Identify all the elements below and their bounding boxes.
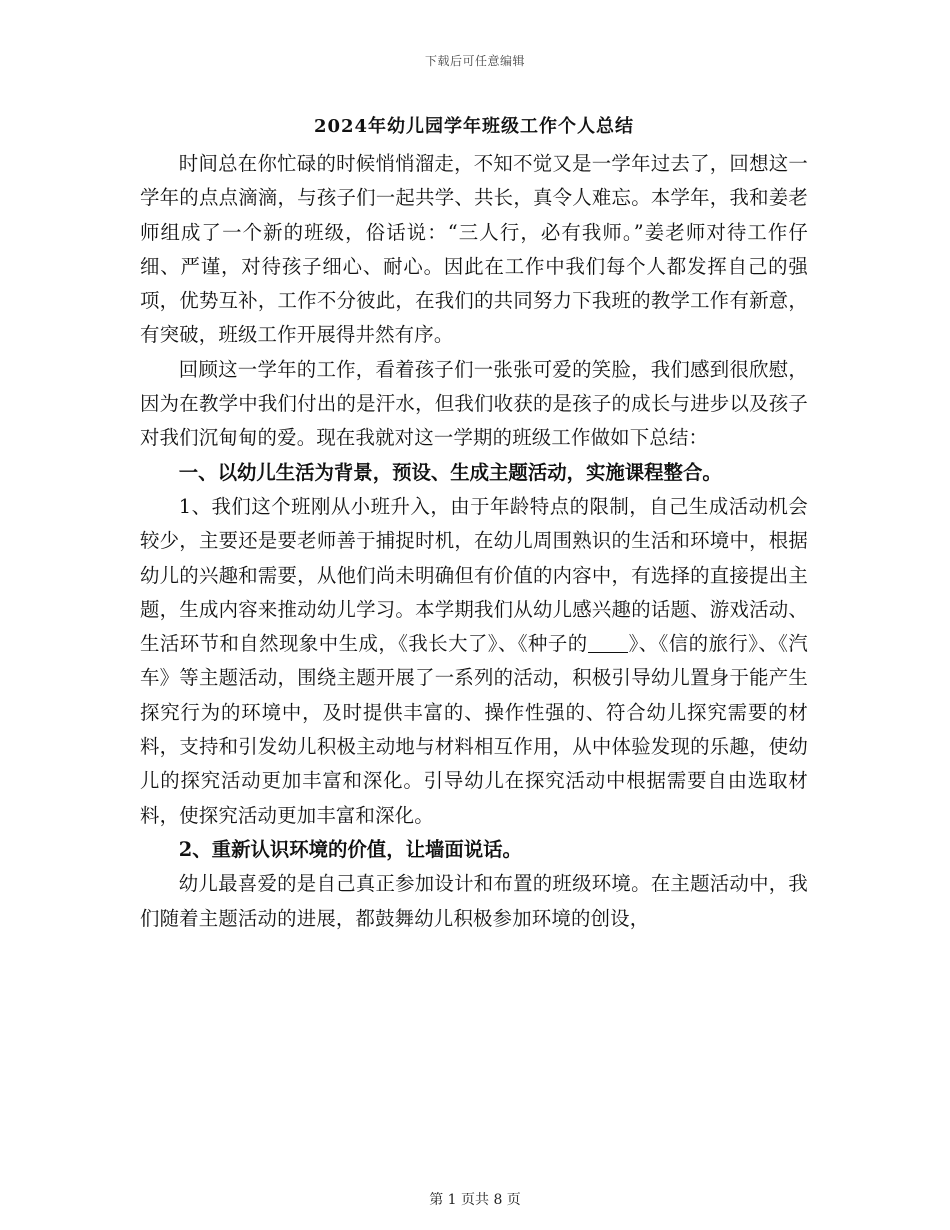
page-footer: 第 1 页共 8 页 <box>429 1192 521 1208</box>
paragraph-themes <box>140 490 808 833</box>
section-heading-1: 一、以幼儿生活为背景，预设、生成主题活动，实施课程整合。 <box>178 460 722 484</box>
section-heading-2: 2、重新认识环境的价值，让墙面说话。 <box>178 837 522 861</box>
paragraph-themes-part-b: 》、《信的旅行》、《汽车》等主题活动，围绕主题开展了一系列的活动，积极引导幼儿置身于能产生探究行为的环境中，及时提供丰富的、操作性强的、符合幼儿探究需要的材料，支持和引发幼儿积极主动地与材料相互作用，从中体验发现的乐趣，使幼儿的探究活动更加丰富和深化。引导幼儿在探究活动中根据需要自由选取材料，使探究活动更加丰富和深化。 <box>140 632 808 827</box>
paragraph-environment: 幼儿最喜爱的是自己真正参加设计和布置的班级环境。在主题活动中，我们随着主题活动的进展，都鼓舞幼儿积极参加环境的创设， <box>140 872 808 930</box>
document-page <box>140 112 808 936</box>
document-title: 2024年幼儿园学年班级工作个人总结 <box>313 116 635 137</box>
paragraph-themes-part-a: 1、我们这个班刚从小班升入，由于年龄特点的限制，自己生成活动机会较少，主要还是要老师善于捕捉时机，在幼儿周围熟识的生活和环境中，根据幼儿的兴趣和需要，从他们尚未明确但有价值的内容中，有选择的直接提出主题，生成内容来推动幼儿学习。本学期我们从幼儿感兴趣的话题、游戏活动、生活环节和自然现象中生成，《我长大了》、《种子的 <box>140 494 808 656</box>
paragraph-review: 回顾这一学年的工作，看着孩子们一张张可爱的笑脸，我们感到很欣慰，因为在教学中我们付出的是汗水，但我们收获的是孩子的成长与进步以及孩子对我们沉甸甸的爱。现在我就对这一学期的班级工作做如下总结： <box>140 357 808 450</box>
paragraph-intro: 时间总在你忙碌的时候悄悄溜走，不知不觉又是一学年过去了，回想这一学年的点点滴滴，与孩子们一起共学、共长，真令人难忘。本学年，我和姜老师组成了一个新的班级，俗话说：“三人行，必有我师。”姜老师对待工作仔细、严谨，对待孩子细心、耐心。因此在工作中我们每个人都发挥自己的强项，优势互补，工作不分彼此，在我们的共同努力下我班的教学工作有新意，有突破，班级工作开展得井然有序。 <box>140 152 808 347</box>
header-note: 下载后可任意编辑 <box>424 54 525 68</box>
fill-in-blank <box>588 633 629 653</box>
